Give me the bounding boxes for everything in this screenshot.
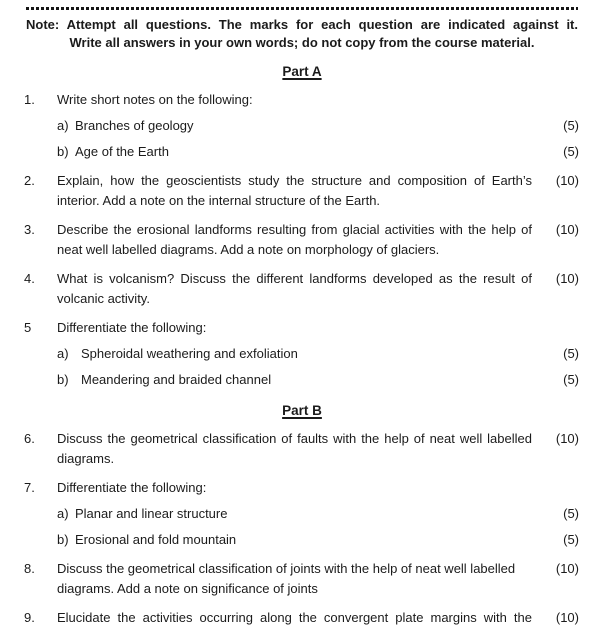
question-text: Explain, how the geoscientists study the structure and composition of Earth’s interior. Add a note on the internal structure of the Earth. [57,173,532,208]
subitem-b [57,370,532,390]
subitem-a [57,116,532,136]
subitem-label: b) [57,372,69,387]
subitem-marks: (5) [563,372,579,387]
question-3 [24,220,580,260]
subitem-marks: (5) [563,144,579,159]
question-marks: (10) [555,610,579,625]
section-heading-part-b [24,403,580,418]
subitem-label: a) [57,118,69,133]
question-8 [24,559,580,599]
subitem-marks: (5) [563,532,579,547]
question-6 [24,429,580,469]
question-2 [24,171,580,211]
question-text: Elucidate the activities occurring along the convergent plate margins with the [57,610,532,625]
question-number: 3. [24,222,35,237]
question-number: 7. [24,480,35,495]
part-b-title: Part B [282,403,322,418]
subitem-label: b) [57,532,69,547]
subitem-label: a) [57,346,69,361]
subitem-text: Planar and linear structure [75,506,228,521]
subitem-text: Branches of geology [75,118,194,133]
subitem-b [57,530,532,550]
subitem-marks: (5) [563,506,579,521]
question-marks: (10) [555,271,579,286]
question-text: What is volcanism? Discuss the different landforms developed as the result of volcanic activity. [57,271,532,306]
question-text: Differentiate the following: [57,480,207,495]
question-number: 1. [24,92,35,107]
question-number: 5 [24,320,32,335]
question-4 [24,269,580,309]
question-marks [532,318,580,338]
question-text: Differentiate the following: [57,320,207,335]
note-line-2: Write all answers in your own words; do not copy from the course material. [69,34,535,50]
subitem-marks: (5) [563,118,579,133]
question-text: Discuss the geometrical classification of joints with the help of neat well labelled diagrams. Add a note on significance of joints [57,561,516,596]
subitem-marks: (5) [563,346,579,361]
dashed-divider [26,7,578,10]
question-text: Discuss the geometrical classification of faults with the help of neat well labelled diagrams. [57,431,532,466]
question-number: 8. [24,561,35,576]
question-9 [24,608,580,628]
part-a-title: Part A [282,64,322,79]
subitem-text: Spheroidal weathering and exfoliation [81,346,298,361]
question-text: Write short notes on the following: [57,92,253,107]
note-block [26,16,578,51]
question-number: 2. [24,173,35,188]
subitem-text: Age of the Earth [75,144,169,159]
question-number: 6. [24,431,35,446]
subitem-label: a) [57,506,69,521]
question-marks: (10) [555,561,579,576]
question-marks [532,90,580,110]
question-number: 4. [24,271,35,286]
subitem-a [57,344,532,364]
subitem-label: b) [57,144,69,159]
section-heading-part-a [24,64,580,79]
subitem-b [57,142,532,162]
question-marks: (10) [555,222,579,237]
question-marks [532,478,580,498]
question-number: 9. [24,610,35,625]
question-5 [24,318,580,390]
subitem-text: Meandering and braided channel [81,372,272,387]
subitem-text: Erosional and fold mountain [75,532,237,547]
question-1 [24,90,580,162]
question-marks: (10) [555,431,579,446]
question-7 [24,478,580,550]
note-line-1: Note: Attempt all questions. The marks for each question are indicated against it. [26,17,578,32]
question-text: Describe the erosional landforms resulting from glacial activities with the help of neat well labelled diagrams. Add a note on morphology of glaciers. [57,222,532,257]
subitem-a [57,504,532,524]
question-marks: (10) [555,173,579,188]
